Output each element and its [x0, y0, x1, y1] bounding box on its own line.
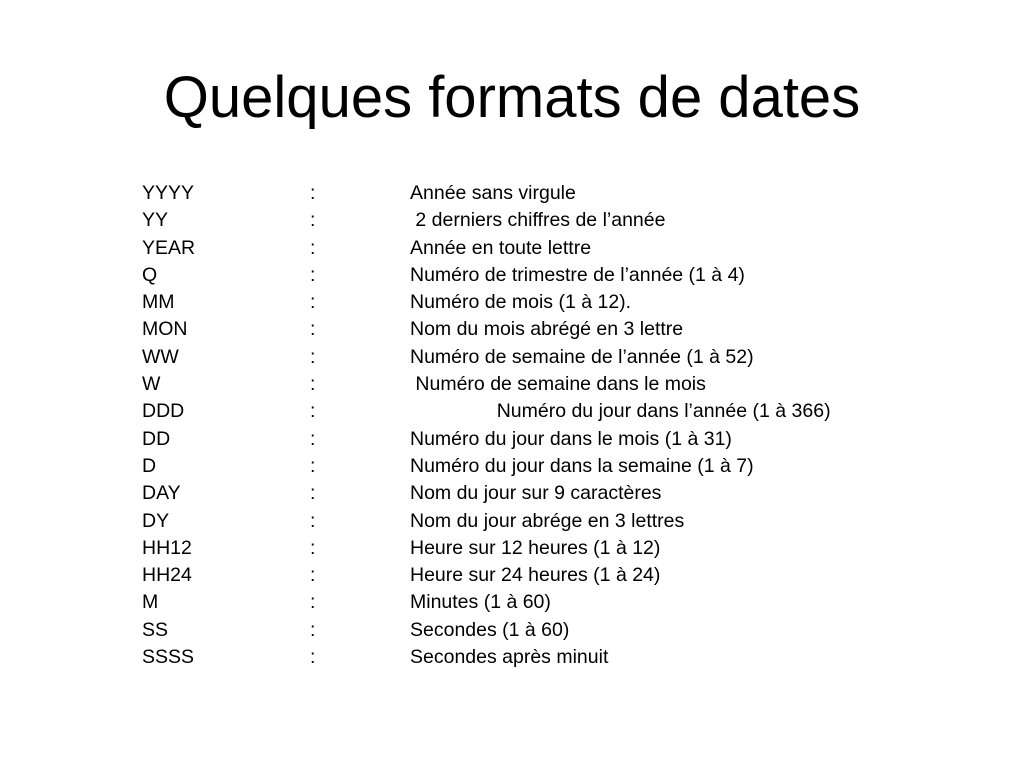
- list-item: [142, 453, 982, 480]
- format-code: Q: [142, 263, 158, 286]
- list-item: [142, 289, 982, 316]
- format-separator: :: [310, 646, 316, 669]
- format-code: DD: [142, 427, 171, 450]
- list-item: [142, 535, 982, 562]
- format-code: D: [142, 454, 157, 477]
- format-code: YY: [142, 209, 169, 232]
- list-item: [142, 344, 982, 371]
- format-description: Heure sur 24 heures (1 à 24): [410, 564, 661, 587]
- format-description: Numéro de semaine de l’année (1 à 52): [410, 345, 754, 368]
- list-item: [142, 371, 982, 398]
- format-description: Numéro de semaine dans le mois: [410, 373, 706, 396]
- format-description: Numéro du jour dans l’année (1 à 366): [410, 400, 831, 423]
- list-item: [142, 617, 982, 644]
- list-item: [142, 562, 982, 589]
- format-separator: :: [310, 345, 316, 368]
- format-description: Année en toute lettre: [410, 236, 592, 259]
- format-description: Secondes après minuit: [410, 646, 609, 669]
- format-code: DY: [142, 509, 170, 532]
- format-description: Nom du jour abrége en 3 lettres: [410, 509, 685, 532]
- format-separator: :: [310, 536, 316, 559]
- format-code: DDD: [142, 400, 185, 423]
- slide-title: Quelques formats de dates: [163, 65, 861, 130]
- format-separator: :: [310, 373, 316, 396]
- format-description: Numéro de mois (1 à 12).: [410, 291, 632, 314]
- format-code: MON: [142, 318, 188, 341]
- format-separator: :: [310, 509, 316, 532]
- date-format-list: [142, 180, 982, 671]
- format-separator: :: [310, 291, 316, 314]
- format-description: Nom du jour sur 9 caractères: [410, 482, 662, 505]
- format-code: DAY: [142, 482, 181, 505]
- format-code: SS: [142, 618, 169, 641]
- list-item: [142, 180, 982, 207]
- format-separator: :: [310, 263, 316, 286]
- format-description: Année sans virgule: [410, 182, 576, 204]
- format-code: WW: [142, 345, 179, 368]
- format-separator: :: [310, 209, 316, 232]
- list-item: [142, 644, 982, 671]
- format-separator: :: [310, 454, 316, 477]
- format-description: Secondes (1 à 60): [410, 618, 570, 641]
- list-item: [142, 426, 982, 453]
- format-code: YEAR: [142, 236, 196, 259]
- list-item: [142, 262, 982, 289]
- format-separator: :: [310, 400, 316, 423]
- format-code: YYYY: [142, 182, 195, 204]
- format-description: Numéro du jour dans le mois (1 à 31): [410, 427, 732, 450]
- format-description: Minutes (1 à 60): [410, 591, 551, 614]
- format-code: MM: [142, 291, 175, 314]
- list-item: [142, 480, 982, 507]
- list-item: [142, 235, 982, 262]
- list-item: [142, 398, 982, 425]
- list-item: [142, 589, 982, 616]
- format-separator: :: [310, 427, 316, 450]
- format-separator: :: [310, 236, 316, 259]
- format-code: SSSS: [142, 646, 195, 669]
- format-description: Numéro de trimestre de l’année (1 à 4): [410, 263, 745, 286]
- format-code: W: [142, 373, 161, 396]
- format-code: HH24: [142, 564, 192, 587]
- format-separator: :: [310, 318, 316, 341]
- list-item: [142, 508, 982, 535]
- format-separator: :: [310, 482, 316, 505]
- format-description: Numéro du jour dans la semaine (1 à 7): [410, 454, 754, 477]
- list-item: [142, 207, 982, 234]
- format-separator: :: [310, 591, 316, 614]
- format-description: 2 derniers chiffres de l’année: [410, 209, 666, 232]
- format-code: HH12: [142, 536, 192, 559]
- format-description: Nom du mois abrégé en 3 lettre: [410, 318, 684, 341]
- format-code: M: [142, 591, 159, 614]
- format-description: Heure sur 12 heures (1 à 12): [410, 536, 661, 559]
- format-separator: :: [310, 618, 316, 641]
- format-separator: :: [310, 564, 316, 587]
- list-item: [142, 316, 982, 343]
- format-separator: :: [310, 182, 316, 204]
